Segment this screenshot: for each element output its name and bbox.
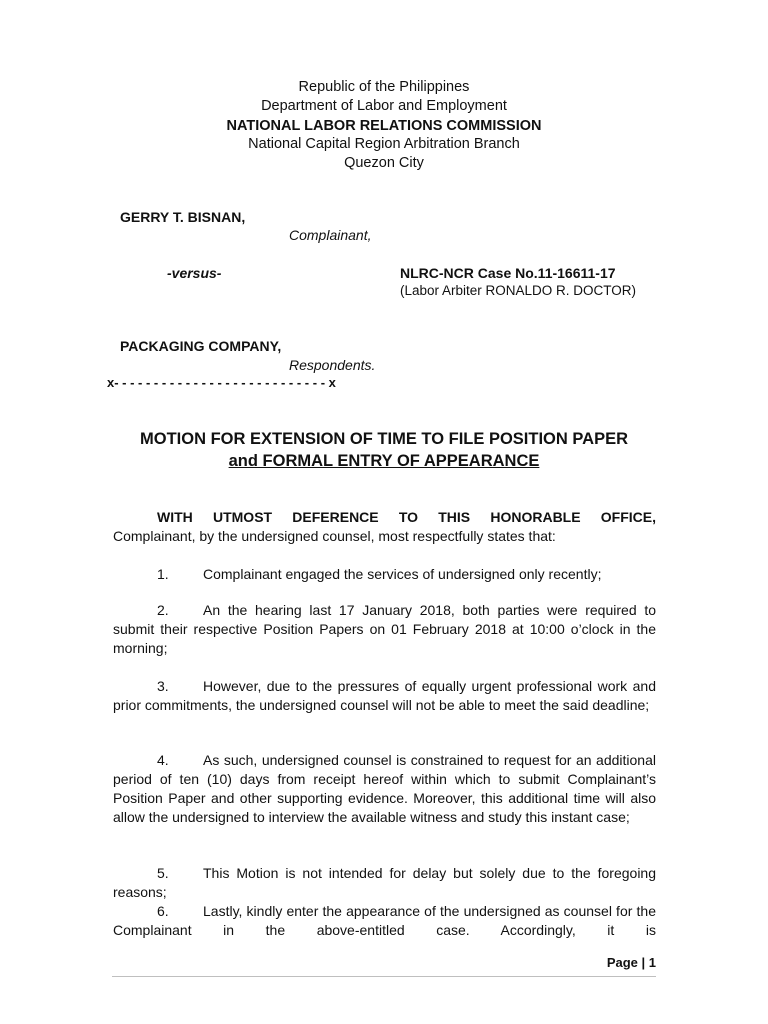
intro-rest: Complainant, by the undersigned counsel, most respectfully states that:	[113, 528, 556, 544]
paragraph-1	[113, 565, 656, 584]
paragraph-number: 5.	[157, 865, 169, 881]
complainant-role: Complainant,	[289, 227, 372, 243]
footer-rule	[112, 976, 656, 977]
paragraph-number: 3.	[157, 678, 169, 694]
motion-title-line2	[0, 452, 768, 471]
paragraph-text: Lastly, kindly enter the appearance of the undersigned as counsel for the Complainant in the above-entitled case. Accordingly, it is	[113, 903, 656, 938]
paragraph-number: 2.	[157, 602, 169, 618]
intro-paragraph	[113, 508, 656, 546]
caption-separator: x- - - - - - - - - - - - - - - - - - - - - - - - - - - x	[107, 375, 336, 390]
paragraph-4	[113, 751, 656, 827]
header-branch: National Capital Region Arbitration Branch	[248, 136, 520, 152]
respondent-name: PACKAGING COMPANY,	[120, 338, 282, 354]
paragraph-2	[113, 601, 656, 658]
header-city: Quezon City	[344, 155, 424, 171]
motion-title-line2-text: and FORMAL ENTRY OF APPEARANCE	[228, 452, 540, 470]
paragraph-number: 6.	[157, 903, 169, 919]
page-label: Page | 1	[606, 955, 656, 970]
header-commission: NATIONAL LABOR RELATIONS COMMISSION	[226, 118, 542, 134]
page-number-footer	[0, 955, 656, 970]
paragraph-text: As such, undersigned counsel is constrained to request for an additional period of ten (10) days from receipt hereof within which to submit Complainant’s Position Paper and other supporting evidence. Moreover, this additional time will also allow the undersigned to interview the available witness and study this instant case;	[113, 752, 656, 825]
paragraph-number: 4.	[157, 752, 169, 768]
paragraph-6	[113, 902, 656, 940]
paragraph-text: This Motion is not intended for delay but solely due to the foregoing reasons;	[113, 865, 656, 900]
versus-label: -versus-	[167, 265, 222, 281]
motion-title-line1: MOTION FOR EXTENSION OF TIME TO FILE POSITION PAPER	[140, 430, 628, 448]
intro-bold: WITH UTMOST DEFERENCE TO THIS HONORABLE OFFICE,	[157, 509, 656, 525]
paragraph-number: 1.	[157, 566, 169, 582]
paragraph-text: However, due to the pressures of equally urgent professional work and prior commitments, the undersigned counsel will not be able to meet the said deadline;	[113, 678, 656, 713]
respondent-role: Respondents.	[289, 357, 376, 373]
paragraph-text: An the hearing last 17 January 2018, both parties were required to submit their respective Position Papers on 01 February 2018 at 10:00 o’clock in the morning;	[113, 602, 656, 656]
case-number: NLRC-NCR Case No.11-16611-17	[400, 265, 616, 281]
header-republic: Republic of the Philippines	[298, 79, 470, 95]
paragraph-3	[113, 677, 656, 715]
complainant-name: GERRY T. BISNAN,	[120, 209, 246, 225]
paragraph-5	[113, 864, 656, 902]
labor-arbiter: (Labor Arbiter RONALDO R. DOCTOR)	[400, 283, 637, 298]
header-department: Department of Labor and Employment	[261, 98, 507, 114]
paragraph-text: Complainant engaged the services of undersigned only recently;	[203, 566, 602, 582]
